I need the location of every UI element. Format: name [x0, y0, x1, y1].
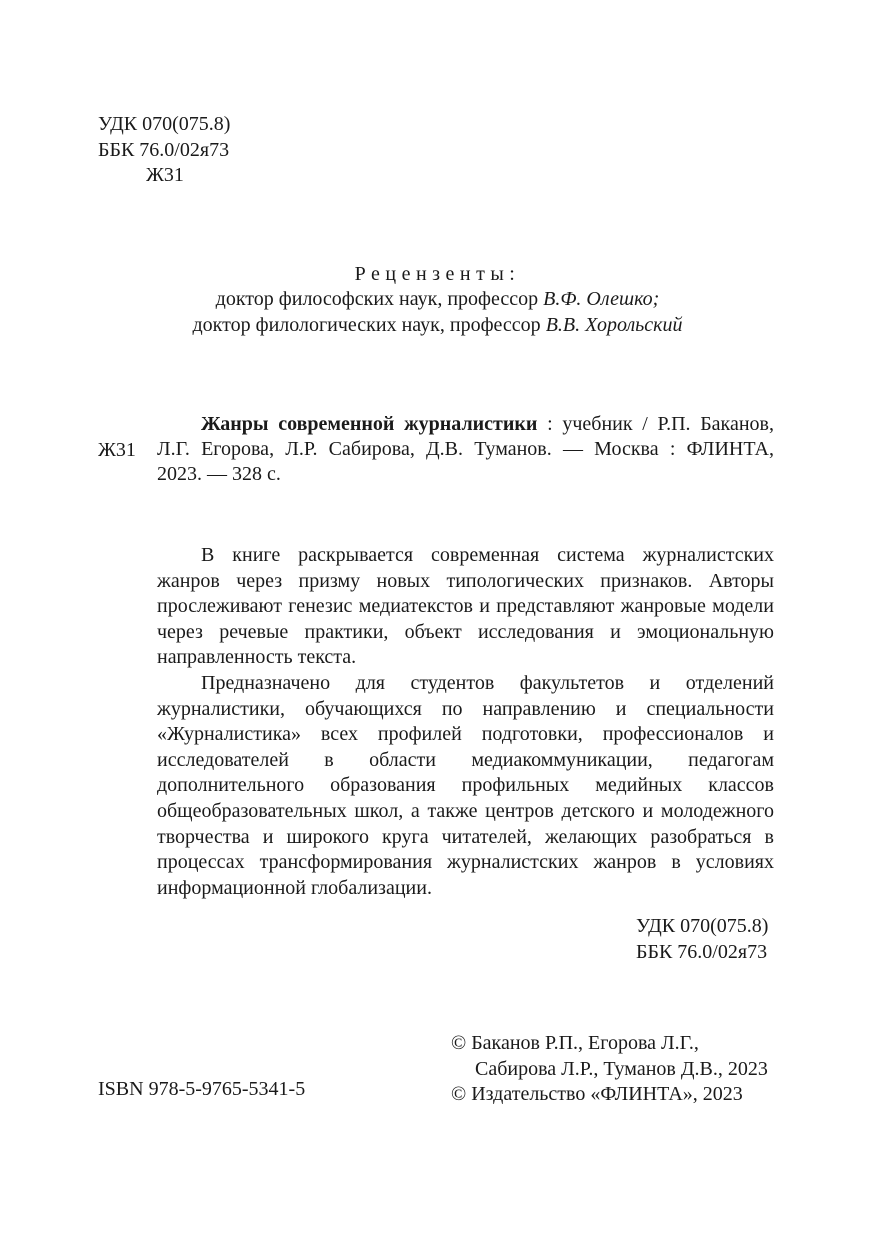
reviewer-1-credentials: доктор философских наук, профессор	[215, 288, 544, 310]
copyright-authors: © Баканов Р.П., Егорова Л.Г.,	[451, 1032, 699, 1054]
copyright-authors-cont: Сабирова Л.Р., Туманов Д.В., 2023	[475, 1058, 768, 1080]
author-code-header: Ж31	[146, 164, 184, 186]
reviewers-title: Рецензенты:	[354, 263, 521, 285]
udk-header: УДК 070(075.8)	[98, 113, 231, 135]
reviewer-2	[0, 313, 875, 338]
abstract-paragraph-1: В книге раскрывается современная система журналистских жанров через призму новых типологических признаков. Авторы прослеживают генезис медиатекстов и представляют жанровые модели через речевые практики, объект исследования и эмоциональную направленность текста.	[157, 544, 774, 669]
reviewer-1-name: В.Ф. Олешко;	[543, 288, 660, 310]
citation-code: Ж31	[98, 439, 136, 461]
citation-line-2: Л.Г. Егорова, Л.Р. Сабирова, Д.В. Туманов. — Москва : ФЛИНТА,	[157, 438, 774, 460]
bbk-footer: ББК 76.0/02я73	[636, 941, 768, 963]
reviewer-2-credentials: доктор филологических наук, профессор	[192, 314, 546, 336]
citation-line-3: 2023. — 328 с.	[157, 463, 281, 485]
copyright-publisher: © Издательство «ФЛИНТА», 2023	[451, 1083, 743, 1105]
isbn: ISBN 978-5-9765-5341-5	[98, 1078, 306, 1100]
bbk-header: ББК 76.0/02я73	[98, 139, 230, 161]
citation-line-1-rest: : учебник / Р.П. Баканов,	[537, 413, 774, 435]
udk-footer: УДК 070(075.8)	[636, 915, 769, 937]
reviewers-block	[0, 262, 875, 287]
citation-block	[157, 412, 774, 487]
abstract-paragraph-2: Предназначено для студентов факультетов и отделений журналистики, обучающихся по направлению и специальности «Журналистика» всех профилей подготовки, профессионалов и исследователей в области медиакоммуникации, педагогам дополнительного образования профильных медийных классов общеобразовательных школ, а также центров детского и молодежного творчества и широкого круга читателей, желающих разобраться в процессах трансформирования журналистских жанров в условиях информационной глобализации.	[157, 671, 774, 899]
reviewer-2-name: В.В. Хорольский	[545, 314, 683, 336]
citation-line-1	[157, 412, 774, 437]
reviewer-1	[0, 287, 875, 312]
book-title: Жанры современной журналистики	[201, 413, 538, 435]
abstract	[157, 543, 774, 901]
